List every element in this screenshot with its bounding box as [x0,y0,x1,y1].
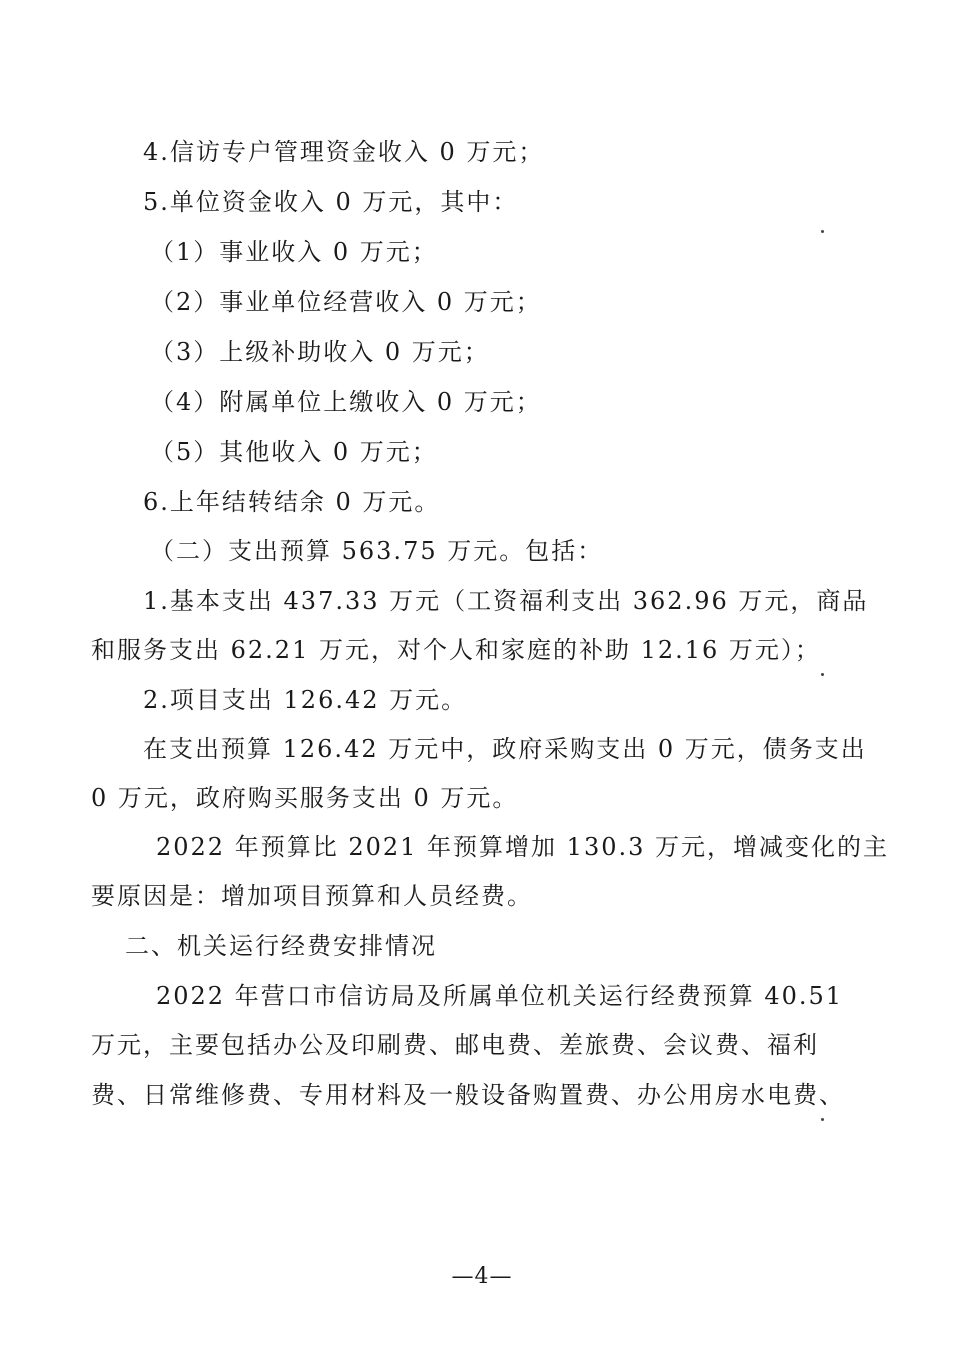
text-line-4: （2）事业单位经营收入 0 万元； [150,288,542,316]
text-line-3: （1）事业收入 0 万元； [150,238,438,266]
text-line-16: 要原因是：增加项目预算和人员经费。 [91,882,533,910]
text-line-1: 4.信访专户管理资金收入 0 万元； [143,138,545,166]
text-line-19: 万元，主要包括办公及印刷费、邮电费、差旅费、会议费、福利 [91,1031,819,1059]
scan-speck [821,1118,824,1121]
text-line-20: 费、日常维修费、专用材料及一般设备购置费、办公用房水电费、 [91,1081,845,1109]
scan-speck [821,230,824,233]
text-line-13: 在支出预算 126.42 万元中，政府采购支出 0 万元，债务支出 [143,735,867,763]
text-line-10: 1.基本支出 437.33 万元（工资福利支出 362.96 万元，商品 [143,587,869,615]
text-line-18: 2022 年营口市信访局及所属单位机关运行经费预算 40.51 [156,982,844,1010]
page-number: —4— [451,1264,513,1289]
text-line-11: 和服务支出 62.21 万元，对个人和家庭的补助 12.16 万元）； [91,636,821,664]
text-line-15: 2022 年预算比 2021 年预算增加 130.3 万元，增减变化的主 [156,833,890,861]
text-line-8: 6.上年结转结余 0 万元。 [143,488,441,516]
text-line-9: （二）支出预算 563.75 万元。包括： [150,537,604,565]
text-line-6: （4）附属单位上缴收入 0 万元； [150,388,542,416]
scan-speck [821,673,824,676]
text-line-5: （3）上级补助收入 0 万元； [150,338,490,366]
text-line-12: 2.项目支出 126.42 万元。 [143,686,468,714]
section-heading: 二、机关运行经费安排情况 [125,932,437,960]
text-line-14: 0 万元，政府购买服务支出 0 万元。 [91,784,519,812]
text-line-2: 5.单位资金收入 0 万元，其中： [143,188,519,216]
text-line-7: （5）其他收入 0 万元； [150,438,438,466]
